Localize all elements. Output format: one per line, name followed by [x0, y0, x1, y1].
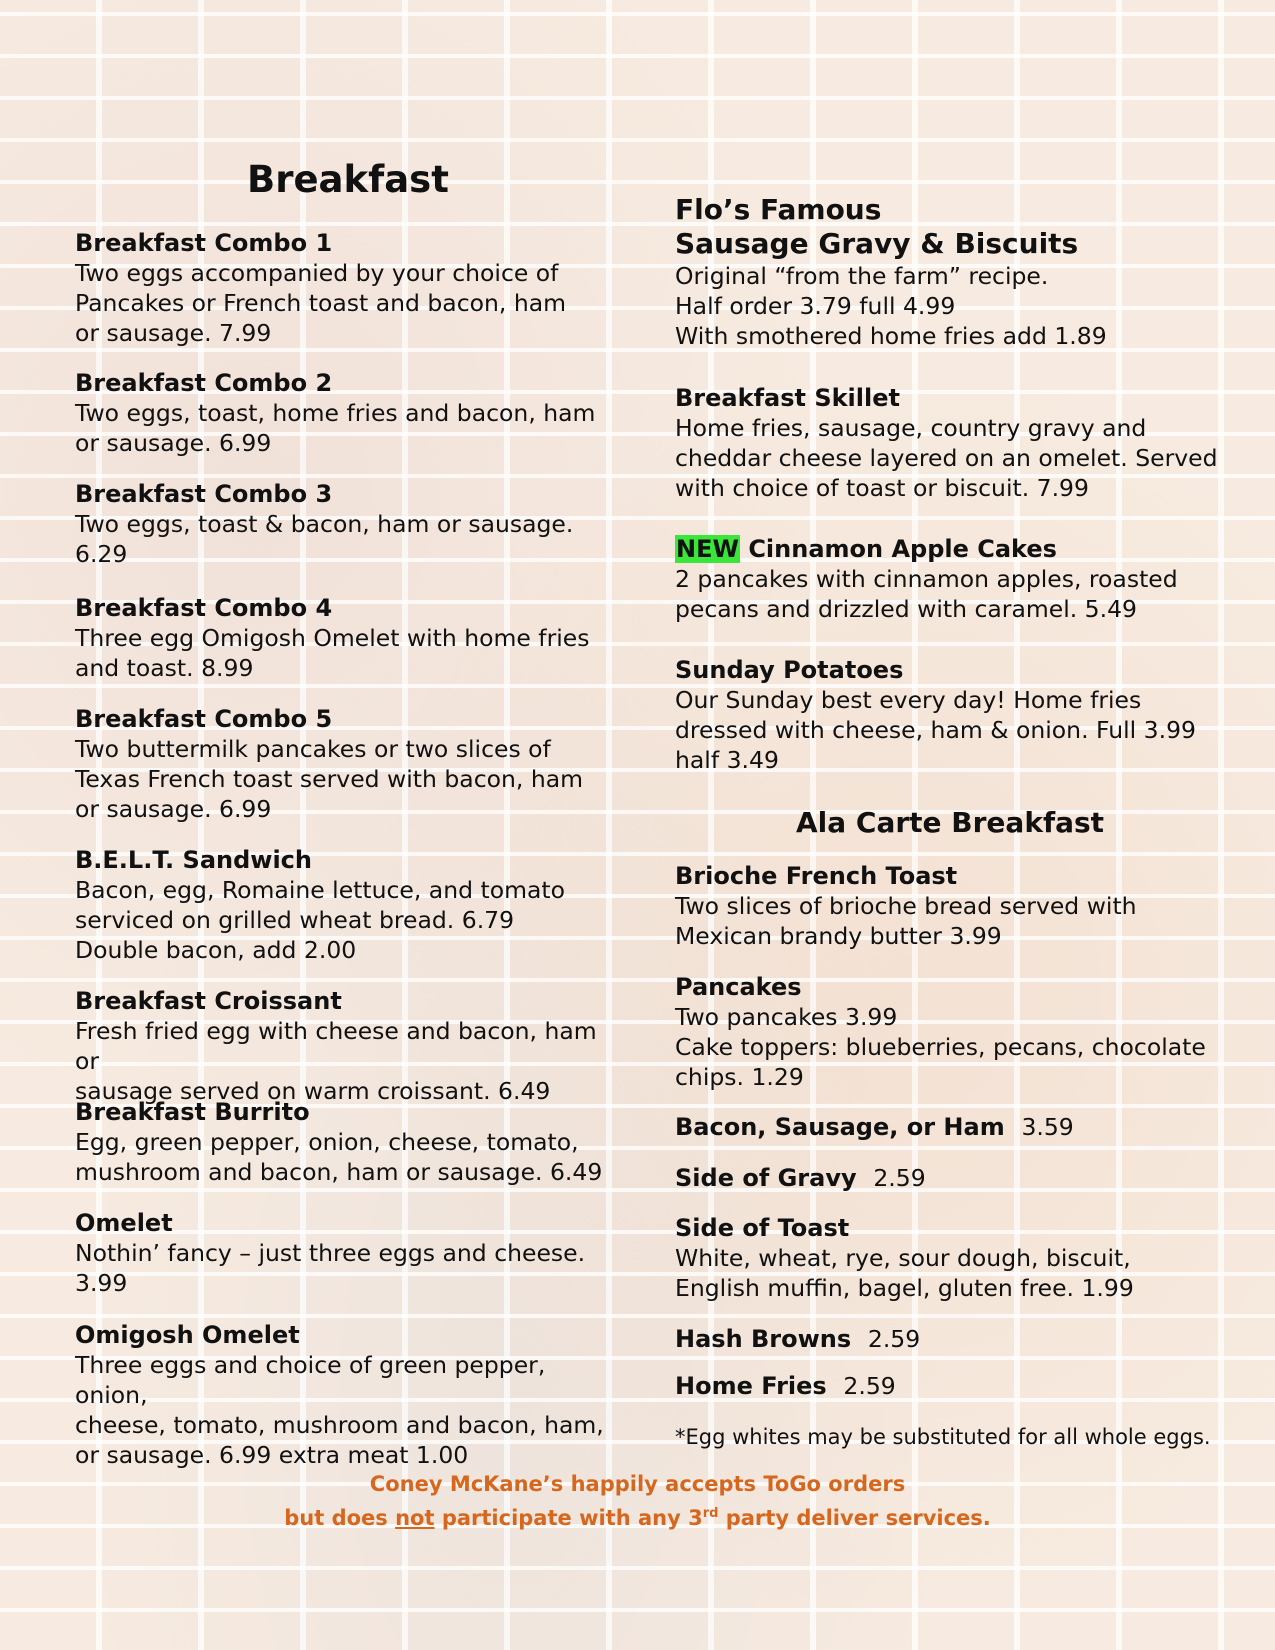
item-name: Breakfast Skillet: [675, 384, 900, 412]
item-line: [675, 1371, 1220, 1401]
item-name: Flo’s Famous Sausage Gravy & Biscuits: [675, 193, 1079, 260]
item-description: Three eggs and choice of green pepper, onion, cheese, tomato, mushroom and bacon, ham, or sausage. 6.99 extra meat 1.00: [75, 1351, 604, 1469]
breakfast-title: Breakfast: [247, 158, 449, 201]
togo-footer: [0, 1470, 1275, 1533]
item-name: B.E.L.T. Sandwich: [75, 846, 312, 874]
footer-line-1: Coney McKane’s happily accepts ToGo orders: [369, 1472, 906, 1496]
item-name: [675, 534, 1220, 564]
footer-text: participate with any 3: [434, 1506, 703, 1530]
item-description: Fresh fried egg with cheese and bacon, ham or sausage served on warm croissant. 6.49: [75, 1017, 597, 1105]
item-name: Brioche French Toast: [675, 862, 958, 890]
item-line: [675, 1163, 1220, 1193]
item-description: Three egg Omigosh Omelet with home fries and toast. 8.99: [75, 624, 590, 682]
item-name: Side of Gravy: [675, 1164, 857, 1192]
footer-text: party deliver services.: [718, 1506, 991, 1530]
item-description: Two slices of brioche bread served with Mexican brandy butter 3.99: [675, 892, 1137, 950]
item-name: Breakfast Combo 5: [75, 705, 333, 733]
item-name: Omelet: [75, 1209, 173, 1237]
menu-item-side-toast: [675, 1213, 1220, 1303]
item-name: Breakfast Combo 4: [75, 594, 333, 622]
item-description: Two eggs, toast & bacon, ham or sausage. 6.29: [75, 510, 574, 568]
menu-item-combo-5: [75, 704, 615, 824]
menu-item-home-fries: [675, 1371, 1220, 1401]
menu-item-combo-1: [75, 228, 615, 348]
menu-item-meats: [675, 1112, 1220, 1142]
item-name: Breakfast Combo 2: [75, 369, 333, 397]
menu-item-omigosh-omelet: [75, 1320, 615, 1470]
item-name: Omigosh Omelet: [75, 1321, 300, 1349]
item-price: 2.59: [873, 1164, 926, 1192]
menu-item-croissant: [75, 986, 615, 1106]
item-price: 2.59: [867, 1325, 921, 1353]
menu-item-combo-4: [75, 593, 615, 683]
item-name: Pancakes: [675, 973, 802, 1001]
item-price: 3.59: [1021, 1113, 1074, 1141]
footer-sup: rd: [702, 1506, 719, 1521]
footer-not: not: [395, 1506, 435, 1530]
item-description: Nothin’ fancy – just three eggs and cheese. 3.99: [75, 1239, 586, 1297]
menu-item-combo-2: [75, 368, 615, 458]
menu-item-belt: [75, 845, 615, 965]
item-description: White, wheat, rye, sour dough, biscuit, English muffin, bagel, gluten free. 1.99: [675, 1244, 1134, 1302]
item-description: 2 pancakes with cinnamon apples, roasted pecans and drizzled with caramel. 5.49: [675, 565, 1178, 623]
item-description: Two pancakes 3.99 Cake toppers: blueberries, pecans, chocolate chips. 1.29: [675, 1003, 1206, 1091]
menu-item-omelet: [75, 1208, 615, 1298]
item-name: Bacon, Sausage, or Ham: [675, 1113, 1005, 1141]
item-description: Two eggs, toast, home fries and bacon, ham or sausage. 6.99: [75, 399, 596, 457]
item-line: [675, 1112, 1220, 1142]
item-name: Home Fries: [675, 1372, 827, 1400]
menu-item-flos-gravy-biscuits: [675, 193, 1220, 351]
item-description: Egg, green pepper, onion, cheese, tomato, mushroom and bacon, ham or sausage. 6.49: [75, 1128, 603, 1186]
menu-item-cinnamon-apple-cakes: [675, 534, 1220, 624]
item-price: 2.59: [843, 1372, 896, 1400]
item-name: Hash Browns: [675, 1325, 852, 1353]
item-description: Our Sunday best every day! Home fries dressed with cheese, ham & onion. Full 3.99 half 3.49: [675, 686, 1196, 774]
menu-item-sunday-potatoes: [675, 655, 1220, 775]
menu-item-combo-3: [75, 479, 615, 569]
menu-item-burrito: [75, 1097, 615, 1187]
menu-item-hash-browns: [675, 1324, 1220, 1354]
menu-item-brioche: [675, 861, 1220, 951]
item-name: Breakfast Combo 3: [75, 480, 333, 508]
new-badge: NEW: [676, 535, 739, 563]
footer-line-2: [0, 1499, 1275, 1533]
menu-item-pancakes: [675, 972, 1220, 1092]
egg-whites-note: *Egg whites may be substituted for all whole eggs.: [675, 1425, 1211, 1449]
item-description: Two buttermilk pancakes or two slices of Texas French toast served with bacon, ham or sausage. 6.99: [75, 735, 584, 823]
item-name: Sunday Potatoes: [675, 656, 904, 684]
item-description: Home fries, sausage, country gravy and cheddar cheese layered on an omelet. Served with choice of toast or biscuit. 7.99: [675, 414, 1218, 502]
item-description: Original “from the farm” recipe. Half order 3.79 full 4.99 With smothered home fries add 1.89: [675, 262, 1107, 350]
item-line: [675, 1324, 1220, 1354]
item-name: Breakfast Croissant: [75, 987, 342, 1015]
ala-carte-title: Ala Carte Breakfast: [796, 806, 1105, 839]
item-description: Bacon, egg, Romaine lettuce, and tomato serviced on grilled wheat bread. 6.79 Double bacon, add 2.00: [75, 876, 565, 964]
item-description: Two eggs accompanied by your choice of Pancakes or French toast and bacon, ham or sausage. 7.99: [75, 259, 567, 347]
menu-item-side-gravy: [675, 1163, 1220, 1193]
footer-text: but does: [284, 1506, 396, 1530]
item-name: Side of Toast: [675, 1214, 850, 1242]
item-name: Breakfast Burrito: [75, 1098, 310, 1126]
menu-item-skillet: [675, 383, 1220, 503]
item-name: Breakfast Combo 1: [75, 229, 333, 257]
item-title: Cinnamon Apple Cakes: [748, 535, 1057, 563]
